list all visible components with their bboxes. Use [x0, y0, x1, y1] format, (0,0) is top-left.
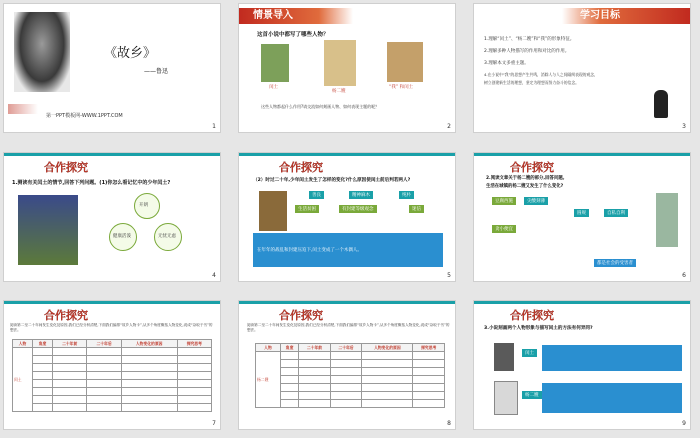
slide-question: 1.测读有关闰土的情节,回答下列问题。(1)你怎么看记忆中的少年闰土? — [12, 180, 171, 186]
slide-subquestion: 生活在城镇的杨二嫂又发生了什么变化? — [486, 184, 564, 189]
slide-intro: 阅读第二至二十年间发生变化及原因,我们已经分析清楚,下面我们编排“故乡人物卡”,从多个角度概括人物变化,说成“杂取于书”的想法。 — [247, 323, 450, 332]
goal-item: 树立创建新生活的理想，坚定为理想而努力奋斗的信念。 — [484, 80, 579, 85]
slide-title: 《故乡》 — [104, 46, 157, 61]
character-table — [255, 343, 445, 408]
trait-tag: 尖酸刻薄 — [524, 197, 548, 205]
answer-box — [542, 345, 682, 371]
slide-thumbnail-6[interactable] — [473, 152, 691, 282]
top-bar — [239, 301, 455, 304]
table-header: 探究思考 — [177, 340, 211, 348]
slide-thumbnail-3[interactable] — [473, 3, 691, 133]
slide-header: 合作探究 — [279, 309, 323, 322]
trait-tag: 自私自利 — [604, 209, 628, 217]
slide-thumbnail-2[interactable] — [238, 3, 456, 133]
table-header: 二十年后 — [330, 344, 362, 352]
slide-question: 3.小说刻画两个人物形象与描写闰土的方法有何异同? — [484, 326, 593, 331]
slide-footer: 第一PPT模板网-WWW.1PPT.COM — [46, 113, 123, 119]
slide-header: 合作探究 — [44, 161, 88, 174]
trait-tag: 精神麻木 — [349, 191, 373, 199]
character-image — [656, 193, 678, 247]
trait-tag: 纯朴 — [399, 191, 414, 199]
slide-header: 学习目标 — [562, 8, 690, 24]
row-label: 杨二嫂 — [256, 352, 281, 408]
table-header: 探究思考 — [413, 344, 445, 352]
note-tag: 都是社会的受害者 — [594, 259, 636, 267]
slide-thumbnail-4[interactable] — [3, 152, 221, 282]
table-header: 二十年前 — [299, 344, 331, 352]
table-header: 人物 — [256, 344, 281, 352]
table-header: 人物 — [13, 340, 33, 348]
slide-thumbnail-1[interactable] — [3, 3, 221, 133]
slide-number: 9 — [682, 420, 686, 427]
character-image — [494, 343, 514, 371]
character-image — [494, 381, 518, 415]
summary-text: 在年年的战乱和封建压迫下,闰土变成了一个木偶人。 — [257, 248, 362, 253]
table-header: 人物变化的原因 — [362, 344, 413, 352]
top-bar — [474, 153, 690, 156]
table-header: 二十年后 — [87, 340, 121, 348]
brush-decoration — [8, 104, 38, 114]
character-image — [387, 42, 423, 82]
slide-thumbnail-7[interactable] — [3, 300, 221, 430]
character-label: 闰土 — [269, 85, 278, 90]
character-label: 杨二嫂 — [332, 89, 346, 94]
trait-tag: 生活贫困 — [295, 205, 319, 213]
goal-item: 4.在小说中“我”的思想产生共鸣，消除人与人之间隔阂表现的观念， — [484, 72, 598, 77]
table-header: 人物变化的原因 — [121, 340, 177, 348]
character-label: 闰土 — [522, 349, 537, 357]
scene-image — [259, 191, 287, 231]
slide-prompt: 这些人物都起什么作用?请交流如何刻画人物、如何表现主题的呢？ — [261, 104, 380, 109]
slide-question: （2）时过二十年,少年闰土发生了怎样的变化?什么原因使闰土前后判若两人? — [253, 178, 411, 183]
slide-header: 合作探究 — [279, 161, 323, 174]
slide-number: 2 — [447, 123, 451, 130]
character-image — [324, 40, 356, 86]
slide-thumbnail-5[interactable] — [238, 152, 456, 282]
trait-tag: 豆腐西施 — [492, 197, 516, 205]
slide-number: 8 — [447, 420, 451, 427]
slide-question: 2.阅读文章关于杨二嫂的部分,回答问题。 — [486, 176, 568, 181]
character-table — [12, 339, 212, 412]
goal-item: 2.理解多种人物描写的作用和对比的作用。 — [484, 49, 570, 54]
top-bar — [474, 301, 690, 304]
slide-number: 3 — [682, 123, 686, 130]
trait-tag: 迷信 — [409, 205, 424, 213]
slide-author: ——鲁迅 — [144, 68, 169, 75]
slide-number: 7 — [212, 420, 216, 427]
slide-header: 情景导入 — [239, 8, 353, 24]
table-header: 角度 — [280, 344, 298, 352]
slide-number: 4 — [212, 272, 216, 279]
trait-label: 健康活泼 — [113, 234, 131, 239]
trait-label: 开朗 — [139, 203, 148, 208]
trait-label: 无忧无虑 — [158, 234, 176, 239]
character-label: 杨二嫂 — [522, 391, 542, 399]
trait-tag: 贪小便宜 — [492, 225, 516, 233]
trait-tag: 善良 — [309, 191, 324, 199]
table-header: 角度 — [33, 340, 53, 348]
portrait — [14, 12, 70, 92]
slide-number: 1 — [212, 123, 216, 130]
goal-item: 3.理解本文多重主题。 — [484, 61, 529, 66]
goal-item: 1.理解“闰土”、“杨二嫂”和“我”的形象特征。 — [484, 37, 575, 42]
slide-thumbnail-8[interactable] — [238, 300, 456, 430]
top-bar — [4, 301, 220, 304]
scene-image — [18, 195, 78, 265]
table-header: 二十年前 — [53, 340, 87, 348]
answer-box — [542, 383, 682, 413]
trait-tag: 圆规 — [574, 209, 589, 217]
top-bar — [4, 153, 220, 156]
slide-question: 这首小说中都写了哪些人物？ — [257, 32, 329, 38]
slide-thumbnail-9[interactable] — [473, 300, 691, 430]
slide-number: 6 — [682, 272, 686, 279]
slide-header: 合作探究 — [44, 309, 88, 322]
slide-header: 合作探究 — [510, 161, 554, 174]
slide-intro: 阅读第二至二十年间发生变化及原因,我们已经分析清楚,下面我们编排“故乡人物卡”,从多个角度概括人物变化,说成“杂取于书”的想法。 — [10, 323, 213, 332]
character-image — [261, 44, 289, 82]
character-label: “我” 和闰土 — [389, 85, 414, 90]
top-bar — [239, 153, 455, 156]
slide-number: 5 — [447, 272, 451, 279]
figure-illustration — [654, 90, 668, 118]
row-label: 闰土 — [13, 348, 33, 412]
trait-tag: 有封建等级观念 — [339, 205, 377, 213]
slide-header: 合作探究 — [510, 309, 554, 322]
